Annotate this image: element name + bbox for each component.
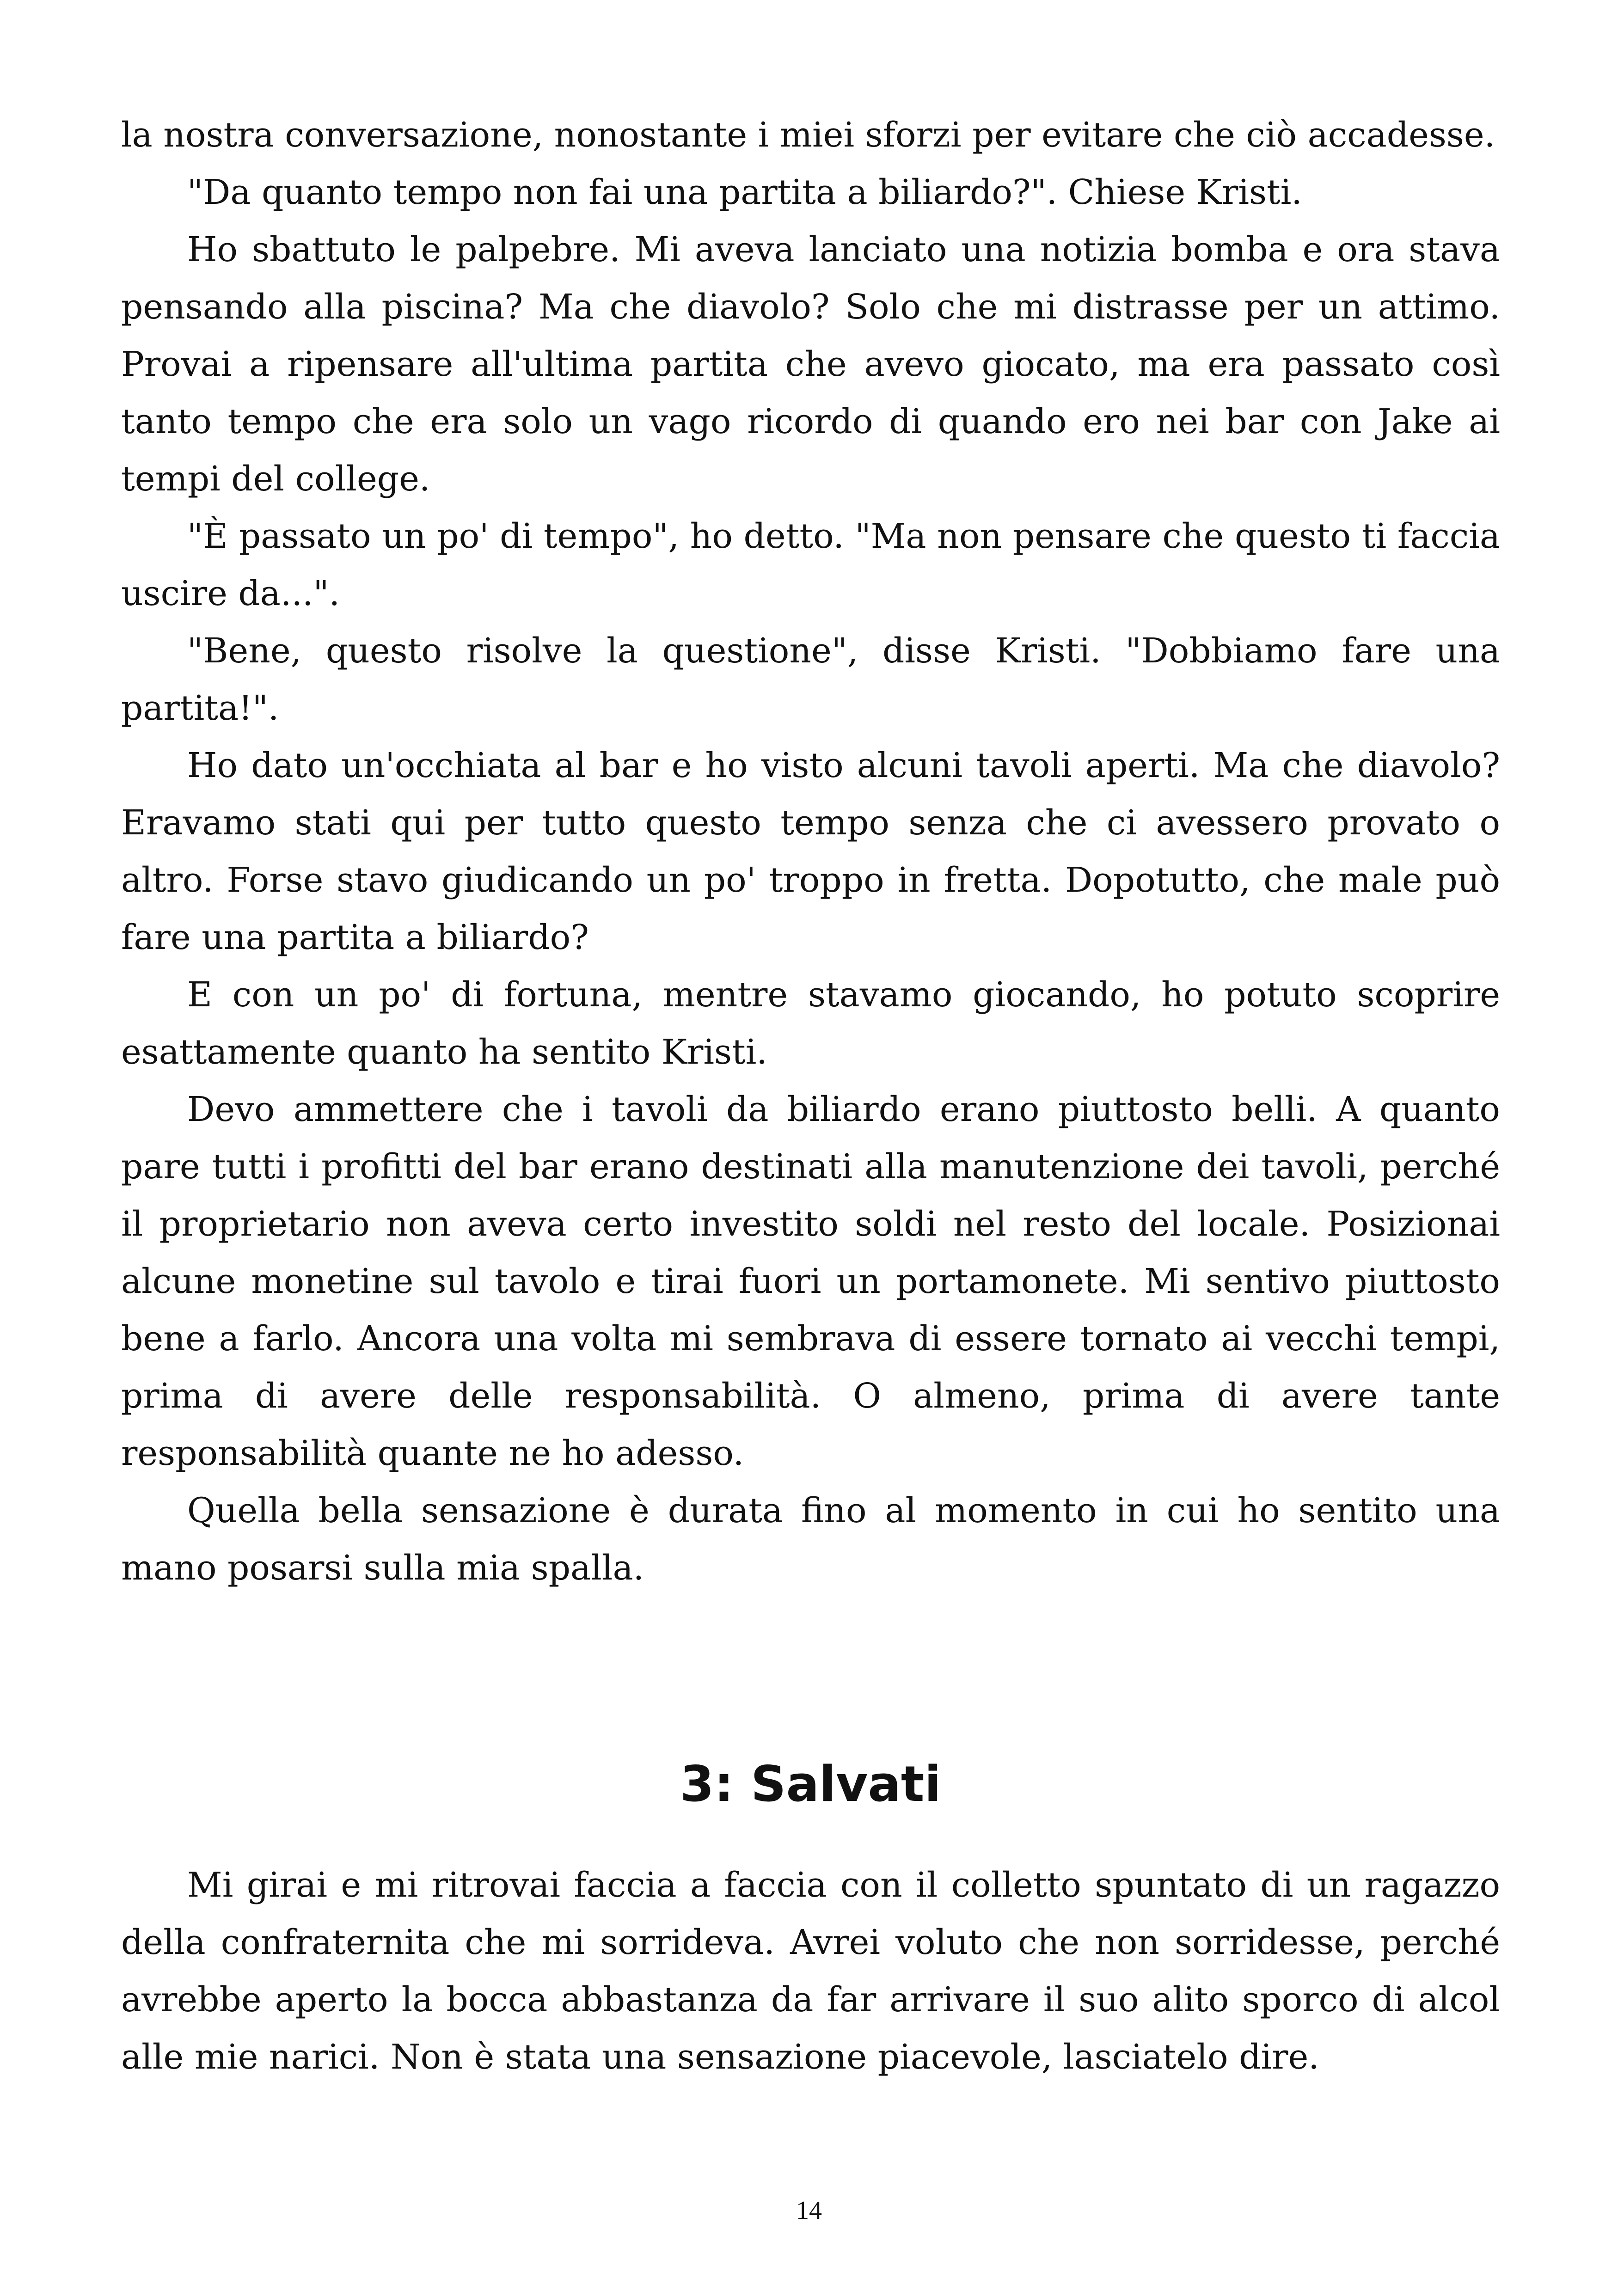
paragraph: "È passato un po' di tempo", ho detto. "Ma non pensare che questo ti faccia uscire da...". bbox=[121, 516, 1500, 613]
paragraph: Ho sbattuto le palpebre. Mi aveva lanciato una notizia bomba e ora stava pensando alla piscina? Ma che diavolo? Solo che mi distrasse per un attimo. Provai a ripensare all'ultima partita che avevo giocato, ma era passato così tanto tempo che era solo un vago ricordo di quando ero nei bar con Jake ai tempi del college. bbox=[121, 230, 1500, 499]
paragraph: Quella bella sensazione è durata fino al momento in cui ho sentito una mano posarsi sulla mia spalla. bbox=[121, 1491, 1500, 1588]
paragraph: Devo ammettere che i tavoli da biliardo erano piuttosto belli. A quanto pare tutti i profitti del bar erano destinati alla manutenzione dei tavoli, perché il proprietario non aveva certo investito soldi nel resto del locale. Posizionai alcune monetine sul tavolo e tirai fuori un portamonete. Mi sentivo piuttosto bene a farlo. Ancora una volta mi sembrava di essere tornato ai vecchi tempi, prima di avere delle responsabilità. O almeno, prima di avere tante responsabilità quante ne ho adesso. bbox=[121, 1090, 1500, 1473]
paragraph: "Da quanto tempo non fai una partita a biliardo?". Chiese Kristi. bbox=[187, 172, 1302, 212]
chapter-text bbox=[121, 1856, 1500, 2086]
page-number: 14 bbox=[796, 2196, 822, 2225]
chapter-title: 3: Salvati bbox=[680, 1756, 941, 1812]
paragraph: "Bene, questo risolve la questione", disse Kristi. "Dobbiamo fare una partita!". bbox=[121, 631, 1500, 728]
paragraph: E con un po' di fortuna, mentre stavamo giocando, ho potuto scoprire esattamente quanto ha sentito Kristi. bbox=[121, 975, 1500, 1072]
paragraph: Ho dato un'occhiata al bar e ho visto alcuni tavoli aperti. Ma che diavolo? Eravamo stati qui per tutto questo tempo senza che ci avessero provato o altro. Forse stavo giudicando un po' troppo in fretta. Dopotutto, che male può fare una partita a biliardo? bbox=[121, 746, 1500, 957]
paragraph: Mi girai e mi ritrovai faccia a faccia con il colletto spuntato di un ragazzo della confraternita che mi sorrideva. Avrei voluto che non sorridesse, perché avrebbe aperto la bocca abbastanza da far arrivare il suo alito sporco di alcol alle mie narici. Non è stata una sensazione piacevole, lasciatelo dire. bbox=[121, 1865, 1500, 2077]
body-text bbox=[121, 106, 1500, 1597]
paragraph: la nostra conversazione, nonostante i miei sforzi per evitare che ciò accadesse. bbox=[121, 115, 1495, 155]
